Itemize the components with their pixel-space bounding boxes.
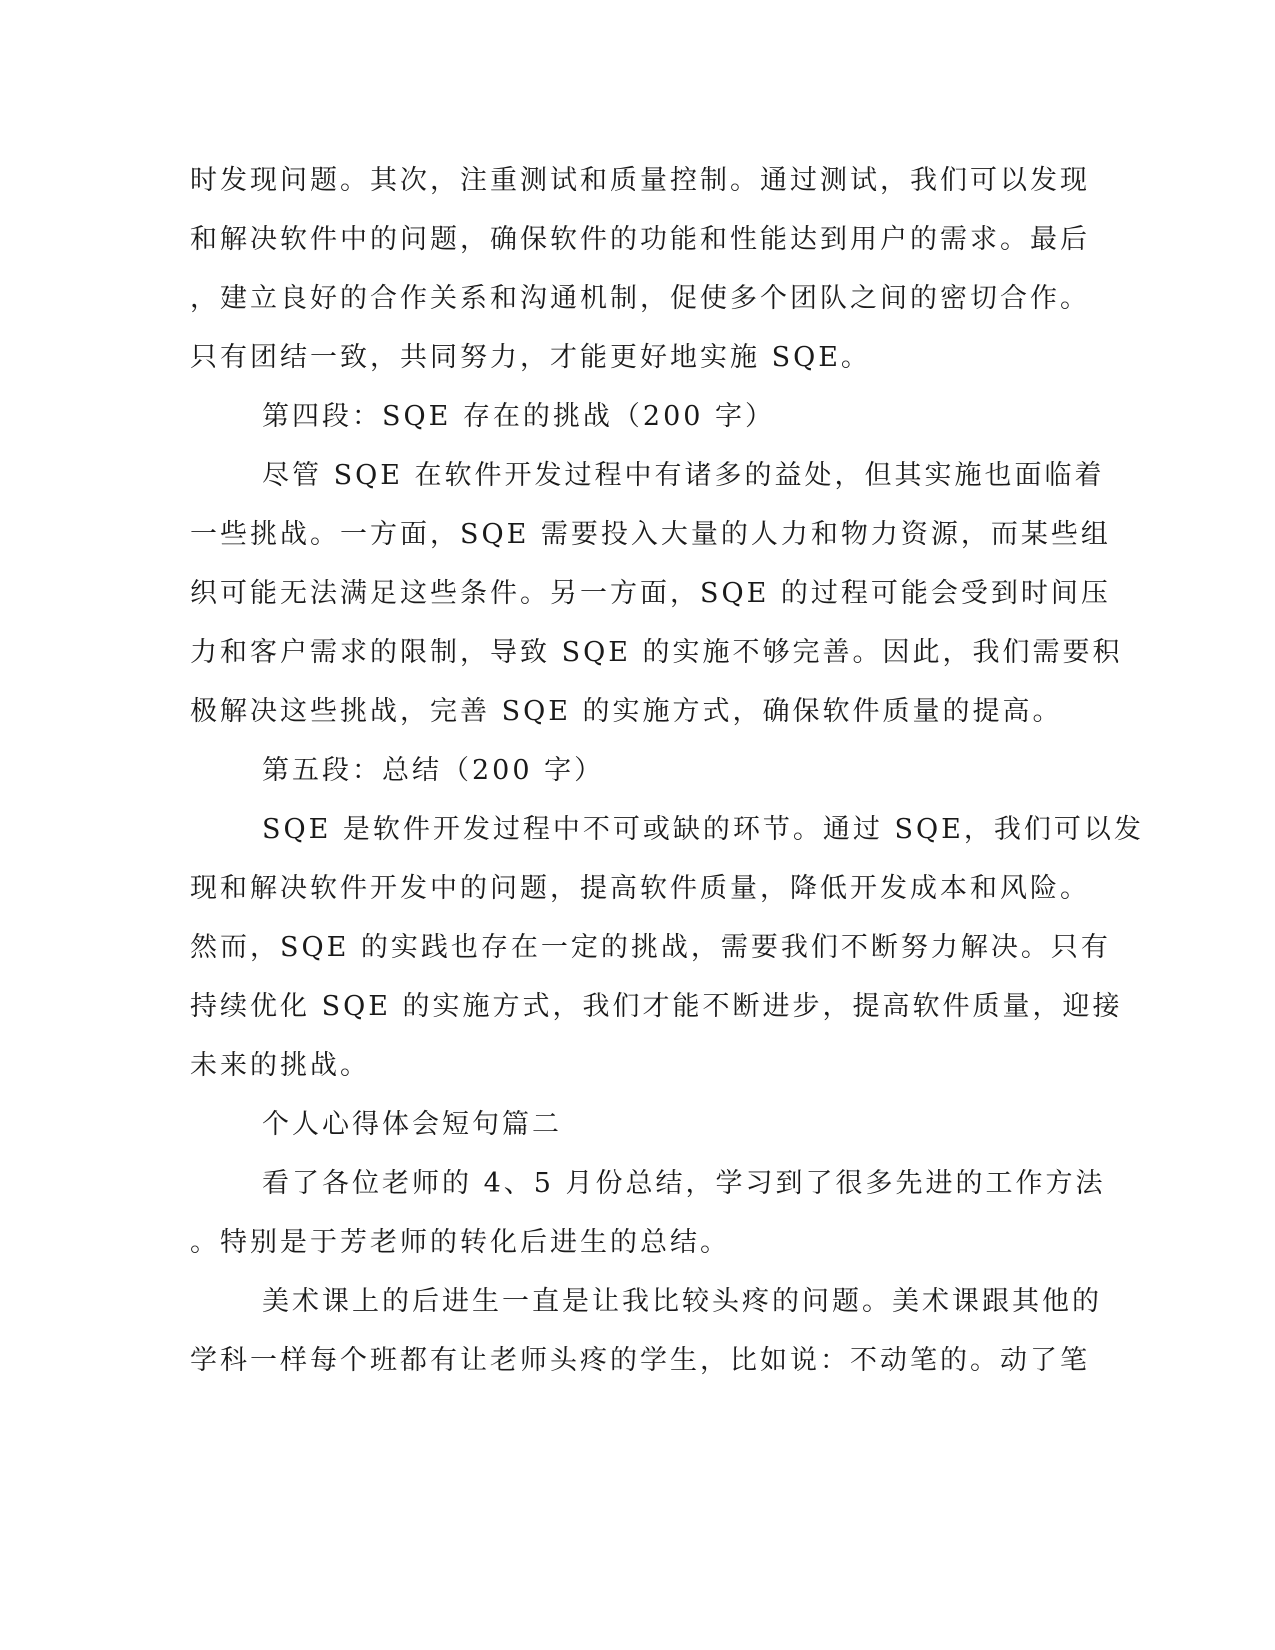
text-line: 。特别是于芳老师的转化后进生的总结。 (190, 1227, 730, 1258)
text-line: 看了各位老师的 4、5 月份总结，学习到了很多先进的工作方法 (262, 1168, 1106, 1199)
section-heading: 第五段：总结（200 字） (262, 755, 605, 786)
text-line: 一些挑战。一方面，SQE 需要投入大量的人力和物力资源，而某些组 (190, 519, 1111, 550)
text-line: 美术课上的后进生一直是让我比较头疼的问题。美术课跟其他的 (262, 1286, 1102, 1317)
text-line: 只有团结一致，共同努力，才能更好地实施 SQE。 (190, 342, 871, 373)
text-line: 织可能无法满足这些条件。另一方面，SQE 的过程可能会受到时间压 (190, 578, 1111, 609)
text-line: 和解决软件中的问题，确保软件的功能和性能达到用户的需求。最后 (190, 224, 1090, 255)
text-line: ，建立良好的合作关系和沟通机制，促使多个团队之间的密切合作。 (190, 283, 1090, 314)
section-heading: 个人心得体会短句篇二 (262, 1109, 562, 1140)
text-line: 然而，SQE 的实践也存在一定的挑战，需要我们不断努力解决。只有 (190, 932, 1111, 963)
text-line: SQE 是软件开发过程中不可或缺的环节。通过 SQE，我们可以发 (262, 814, 1144, 845)
text-line: 力和客户需求的限制，导致 SQE 的实施不够完善。因此，我们需要积 (190, 637, 1123, 668)
text-line: 未来的挑战。 (190, 1050, 370, 1081)
text-line: 极解决这些挑战，完善 SQE 的实施方式，确保软件质量的提高。 (190, 696, 1063, 727)
text-line: 学科一样每个班都有让老师头疼的学生，比如说：不动笔的。动了笔 (190, 1345, 1090, 1376)
text-line: 持续优化 SQE 的实施方式，我们才能不断进步，提高软件质量，迎接 (190, 991, 1123, 1022)
text-line: 尽管 SQE 在软件开发过程中有诸多的益处，但其实施也面临着 (262, 460, 1105, 491)
section-heading: 第四段：SQE 存在的挑战（200 字） (262, 401, 776, 432)
text-line: 现和解决软件开发中的问题，提高软件质量，降低开发成本和风险。 (190, 873, 1090, 904)
text-line: 时发现问题。其次，注重测试和质量控制。通过测试，我们可以发现 (190, 165, 1090, 196)
